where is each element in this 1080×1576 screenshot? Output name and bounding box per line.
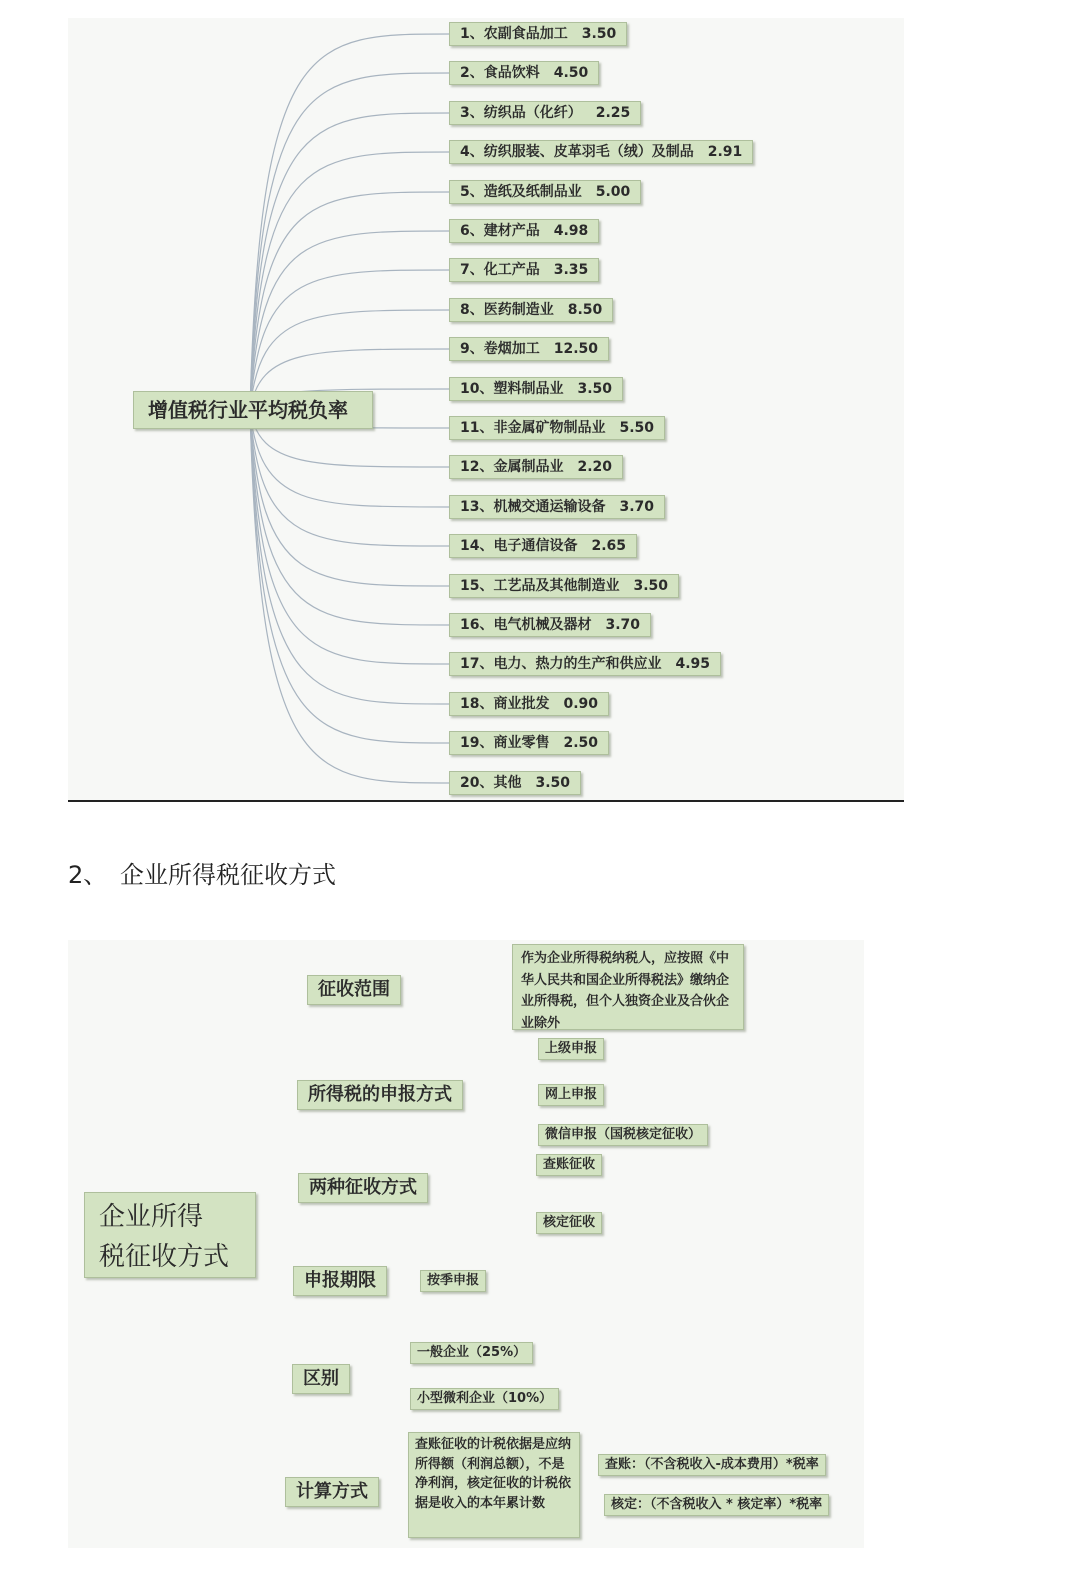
vat-item-label: 9、卷烟加工: [460, 341, 540, 357]
vat-item-label: 10、塑料制品业: [460, 381, 564, 397]
branch-declare-method: 所得税的申报方式: [297, 1080, 463, 1110]
vat-item-value: 2.65: [591, 538, 627, 554]
vat-item-value: 3.50: [577, 381, 613, 397]
vat-item-label: 20、其他: [460, 775, 522, 791]
vat-connector: [250, 410, 449, 586]
declare-item-online: 网上申报: [538, 1084, 604, 1106]
vat-item-label: 5、造纸及纸制品业: [460, 184, 582, 200]
calc-assessed-formula: 核定：（不含税收入 * 核定率）*税率: [604, 1494, 829, 1516]
vat-item-8: [449, 298, 613, 322]
cit-central-line1: 企业所得: [99, 1202, 204, 1232]
vat-connector: [250, 410, 449, 546]
vat-item-label: 2、食品饮料: [460, 65, 540, 81]
vat-connector: [250, 410, 449, 743]
branch-two-methods: 两种征收方式: [298, 1173, 428, 1203]
vat-item-20: [449, 771, 581, 795]
vat-item-16: [449, 613, 651, 637]
cit-central-line2: 税征收方式: [99, 1242, 230, 1272]
vat-item-13: [449, 495, 665, 519]
period-quarterly: 按季申报: [420, 1270, 486, 1292]
vat-item-5: [449, 180, 641, 204]
vat-item-label: 12、金属制品业: [460, 459, 564, 475]
section-number: 2、: [68, 861, 108, 889]
vat-item-15: [449, 574, 679, 598]
vat-item-19: [449, 731, 609, 755]
vat-item-11: [449, 416, 665, 440]
declare-item-wechat: 微信申报（国税核定征收）: [538, 1124, 708, 1146]
vat-item-label: 11、非金属矿物制品业: [460, 420, 606, 436]
vat-item-label: 13、机械交通运输设备: [460, 499, 606, 515]
branch-scope: 征收范围: [307, 975, 401, 1005]
vat-item-value: 3.70: [605, 617, 641, 633]
vat-item-value: 2.91: [707, 144, 743, 160]
calc-audit-formula: 查账：（不含税收入-成本费用）*税率: [598, 1454, 826, 1476]
vat-item-value: 3.35: [553, 262, 589, 278]
vat-item-label: 18、商业批发: [460, 696, 550, 712]
vat-item-value: 3.70: [619, 499, 655, 515]
branch-difference: 区别: [292, 1364, 350, 1394]
vat-item-value: 2.50: [563, 735, 599, 751]
vat-item-3: [449, 101, 641, 125]
vat-item-label: 16、电气机械及器材: [460, 617, 592, 633]
vat-item-18: [449, 692, 609, 716]
vat-item-value: 5.00: [595, 184, 631, 200]
vat-item-value: 3.50: [535, 775, 571, 791]
vat-item-label: 3、纺织品（化纤）: [460, 105, 582, 121]
vat-item-label: 8、医药制造业: [460, 302, 554, 318]
vat-item-value: 4.50: [553, 65, 589, 81]
difference-small: 小型微利企业（10%）: [410, 1388, 559, 1410]
vat-item-label: 6、建材产品: [460, 223, 540, 239]
vat-item-label: 1、农副食品加工: [460, 26, 568, 42]
vat-item-value: 2.20: [577, 459, 613, 475]
method-audit: 查账征收: [536, 1154, 602, 1176]
branch-period: 申报期限: [293, 1266, 387, 1296]
vat-item-7: [449, 258, 599, 282]
vat-item-label: 17、电力、热力的生产和供应业: [460, 656, 662, 672]
vat-connector: [250, 410, 449, 664]
scope-note: 作为企业所得税纳税人，应按照《中华人民共和国企业所得税法》缴纳企业所得税，但个人独资企业及合伙企业除外: [512, 944, 744, 1030]
vat-item-value: 12.50: [553, 341, 599, 357]
vat-connector: [250, 231, 449, 410]
vat-item-value: 5.50: [619, 420, 655, 436]
vat-item-label: 4、纺织服装、皮革羽毛（绒）及制品: [460, 144, 694, 160]
vat-item-14: [449, 534, 637, 558]
vat-item-value: 2.25: [595, 105, 631, 121]
vat-item-12: [449, 455, 623, 479]
vat-item-label: 19、商业零售: [460, 735, 550, 751]
vat-item-label: 7、化工产品: [460, 262, 540, 278]
difference-general: 一般企业（25%）: [410, 1342, 533, 1364]
vat-connector: [250, 152, 449, 410]
vat-item-2: [449, 61, 599, 85]
vat-central-topic: 增值税行业平均税负率: [133, 391, 373, 429]
vat-item-9: [449, 337, 609, 361]
vat-connector: [250, 192, 449, 410]
cit-central-topic: [84, 1192, 256, 1278]
branch-calc-method: 计算方式: [285, 1477, 379, 1507]
vat-item-value: 4.98: [553, 223, 589, 239]
vat-connector: [250, 34, 449, 410]
method-assessed: 核定征收: [536, 1212, 602, 1234]
vat-item-value: 8.50: [567, 302, 603, 318]
section-title: 企业所得税征收方式: [120, 861, 336, 889]
vat-item-value: 3.50: [633, 578, 669, 594]
vat-item-label: 14、电子通信设备: [460, 538, 578, 554]
vat-item-10: [449, 377, 623, 401]
vat-item-label: 15、工艺品及其他制造业: [460, 578, 620, 594]
declare-item-superior: 上级申报: [538, 1038, 604, 1060]
calc-note: 查账征收的计税依据是应纳所得额（利润总额），不是净利润，核定征收的计税依据是收入的本年累计数: [408, 1432, 580, 1538]
vat-item-value: 3.50: [581, 26, 617, 42]
vat-connector: [250, 73, 449, 410]
vat-item-4: [449, 140, 753, 164]
vat-item-6: [449, 219, 599, 243]
section-heading: [68, 855, 336, 890]
vat-item-value: 4.95: [675, 656, 711, 672]
vat-connector: [250, 410, 449, 625]
vat-item-1: [449, 22, 627, 46]
vat-item-value: 0.90: [563, 696, 599, 712]
divider-line: [68, 800, 904, 802]
vat-item-17: [449, 652, 721, 676]
